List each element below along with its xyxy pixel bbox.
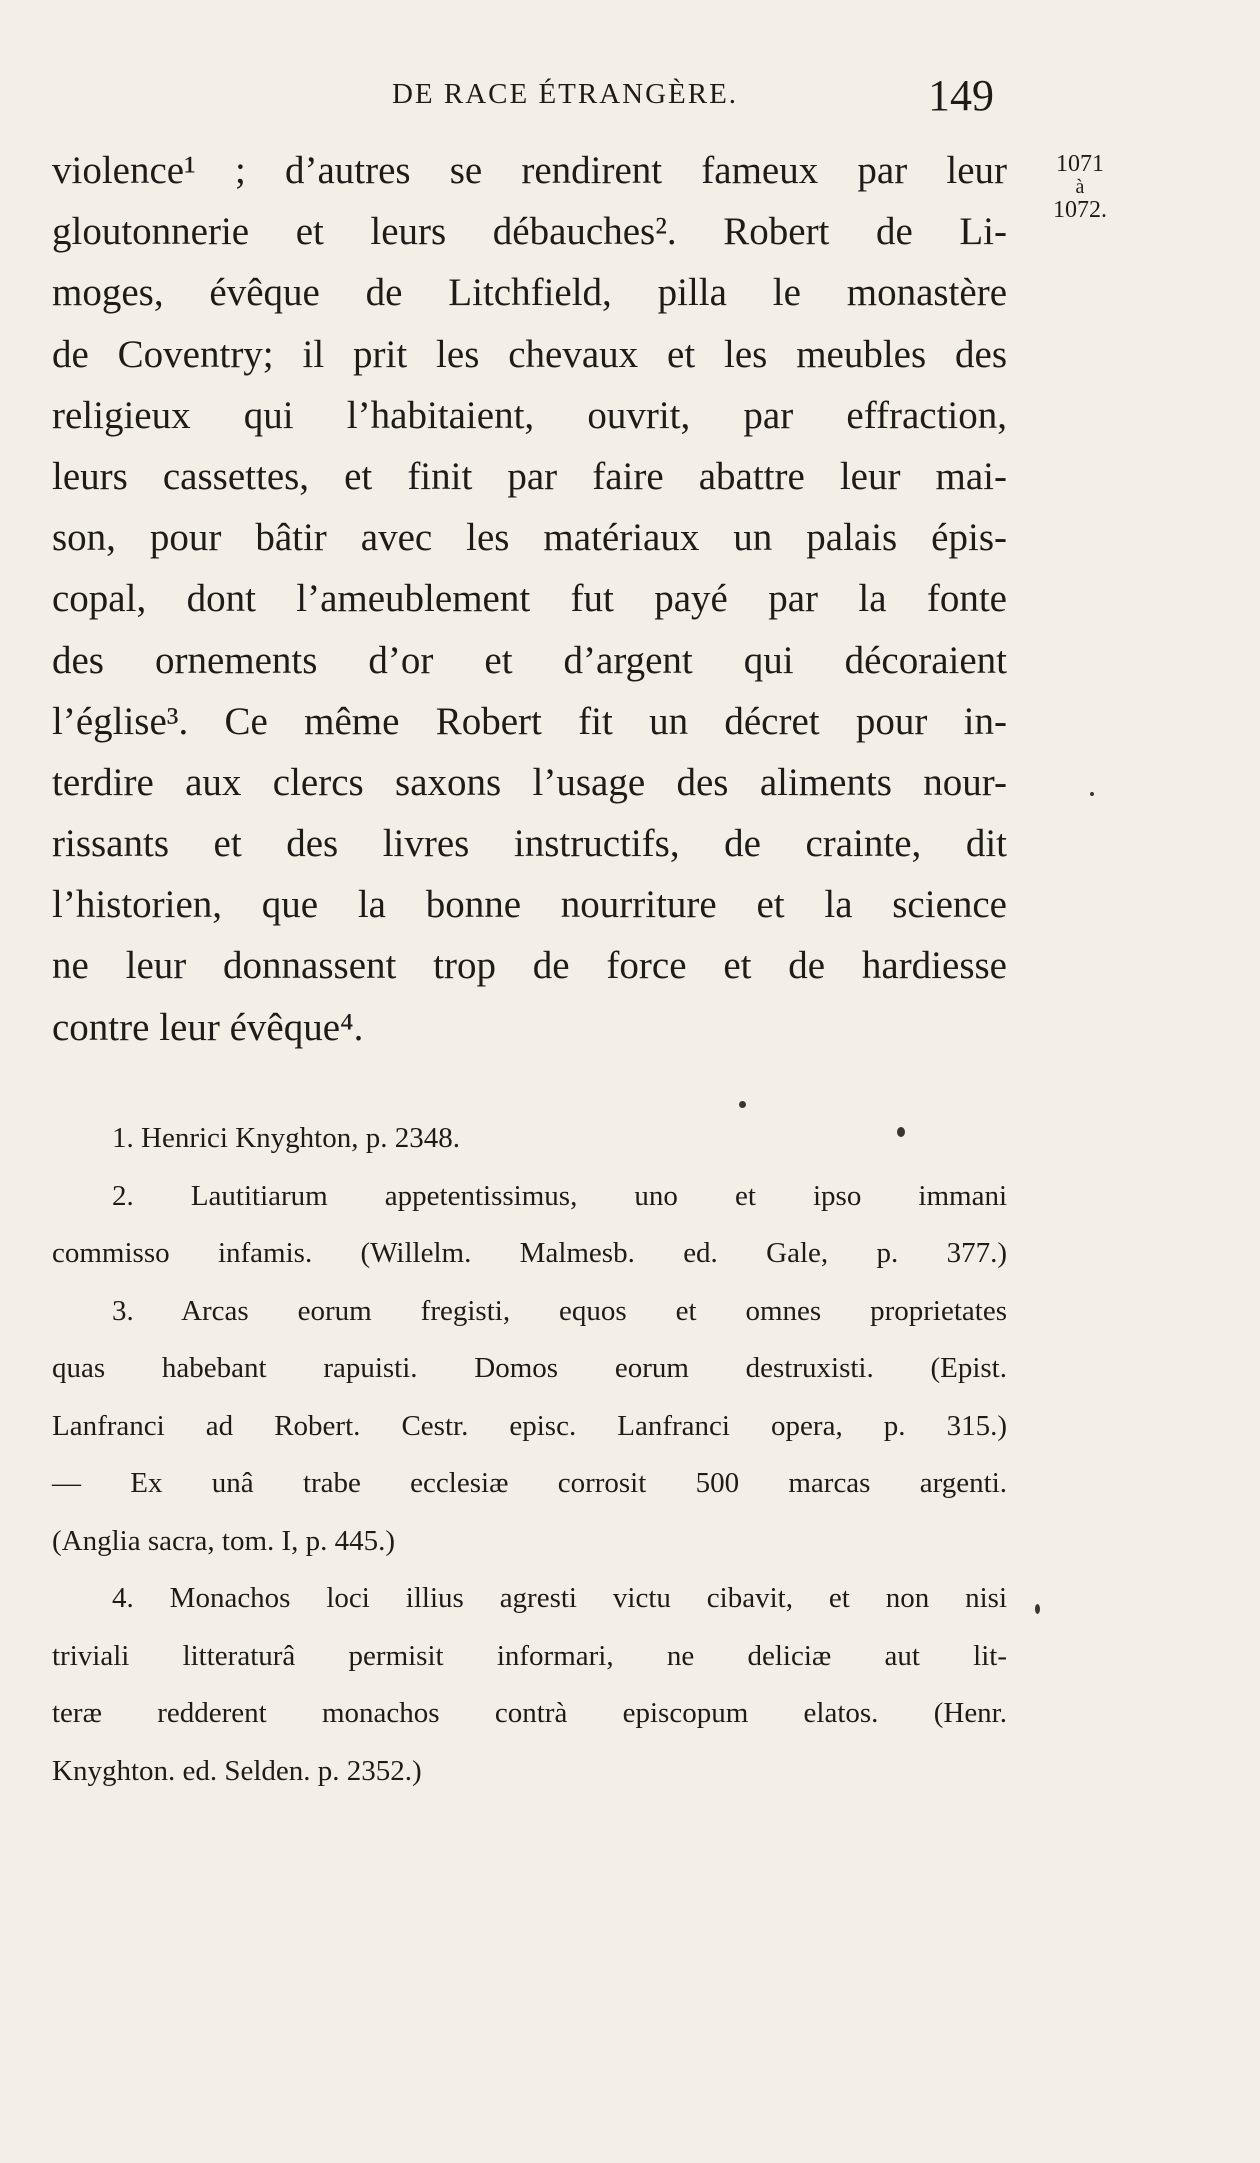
text-line: l’église³. Ce même Robert fit un décret pour in- <box>52 699 1007 743</box>
margin-connector: à <box>1075 176 1085 198</box>
text-line: leurs cassettes, et finit par faire abattre leur mai- <box>52 454 1007 498</box>
footnote-3-line: — Ex unâ trabe ecclesiæ corrosit 500 marcas argenti. <box>52 1467 1007 1499</box>
footnote-2-line: commisso infamis. (Willelm. Malmesb. ed. Gale, p. 377.) <box>52 1237 1007 1269</box>
text-line: religieux qui l’habitaient, ouvrit, par effraction, <box>52 393 1007 437</box>
text-line: rissants et des livres instructifs, de crainte, dit <box>52 822 1007 866</box>
text-line: ne leur donnassent trop de force et de hardiesse <box>52 944 1007 988</box>
margin-year-start: 1071 <box>1056 151 1104 177</box>
paper-speck <box>897 1127 905 1137</box>
text-line: l’historien, que la bonne nourriture et la science <box>52 883 1007 927</box>
footnote-3-line: (Anglia sacra, tom. I, p. 445.) <box>52 1524 396 1557</box>
text-line: son, pour bâtir avec les matériaux un palais épis- <box>52 516 1007 560</box>
footnote-4-line: triviali litteraturâ permisit informari, ne deliciæ aut lit- <box>52 1639 1007 1672</box>
paper-speck <box>1035 1604 1040 1614</box>
text-line: contre leur évêque⁴. <box>52 1005 364 1049</box>
text-line: violence¹ ; d’autres se rendirent fameux par leur <box>52 149 1007 192</box>
page-number: 149 <box>928 71 994 120</box>
footnote-3-line: Lanfranci ad Robert. Cestr. episc. Lanfranci opera, p. 315.) <box>52 1409 1007 1442</box>
footnotes <box>52 1110 1007 1800</box>
paper-speck <box>1090 792 1094 796</box>
footnote-1: 1. Henrici Knyghton, p. 2348. <box>112 1122 460 1154</box>
paper-speck <box>739 1101 746 1108</box>
text-line: copal, dont l’ameublement fut payé par la fonte <box>52 577 1007 621</box>
running-head: DE RACE ÉTRANGÈRE. <box>391 78 739 110</box>
margin-year-end: 1072. <box>1053 197 1107 223</box>
footnote-2-line: 2. Lautitiarum appetentissimus, uno et ipso immani <box>112 1179 1007 1212</box>
footnote-4-line: Knyghton. ed. Selden. p. 2352.) <box>52 1754 422 1787</box>
main-text <box>52 140 1007 1058</box>
footnote-4-line: 4. Monachos loci illius agresti victu cibavit, et non nisi <box>112 1582 1007 1614</box>
text-line: de Coventry; il prit les chevaux et les meubles des <box>52 332 1007 376</box>
text-line: moges, évêque de Litchfield, pilla le monastère <box>52 271 1007 315</box>
margin-date-note <box>1035 150 1125 224</box>
text-line: gloutonnerie et leurs débauches². Robert de Li- <box>52 210 1007 254</box>
footnote-4-line: teræ redderent monachos contrà episcopum elatos. (Henr. <box>52 1697 1007 1729</box>
footnote-3-line: quas habebant rapuisti. Domos eorum destruxisti. (Epist. <box>52 1352 1007 1384</box>
footnote-3-line: 3. Arcas eorum fregisti, equos et omnes proprietates <box>112 1294 1007 1327</box>
text-line: des ornements d’or et d’argent qui décoraient <box>52 638 1007 682</box>
text-line: terdire aux clercs saxons l’usage des aliments nour- <box>52 760 1007 804</box>
